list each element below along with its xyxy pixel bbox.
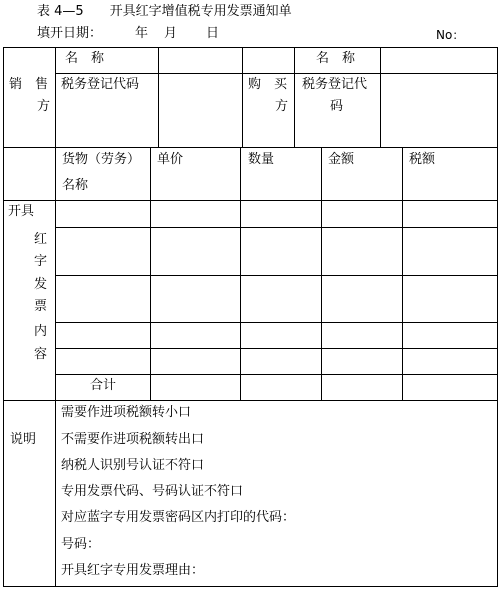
goods-name-header-suffix: 名称 <box>62 178 89 193</box>
seller-name-label: 名 称 <box>65 51 105 66</box>
fill-date-label: 填开日期： <box>37 26 103 41</box>
tax-header: 税额 <box>409 152 436 167</box>
buyer-section-label-suffix: 方 <box>275 99 289 114</box>
form-number-label: No： <box>436 28 465 42</box>
buyer-section-label: 购 买 <box>248 77 288 92</box>
quantity-header: 数量 <box>248 152 275 167</box>
year-label: 年 <box>135 26 149 41</box>
note-item: 专用发票代码、号码认证不符口 <box>61 484 244 499</box>
buyer-tax-code-field[interactable] <box>381 74 497 147</box>
goods-name-header: 货物（劳务） <box>62 152 141 167</box>
month-label: 月 <box>164 26 178 41</box>
seller-tax-code-field[interactable] <box>159 74 242 147</box>
note-item: 开具红字专用发票理由： <box>61 563 205 578</box>
unit-price-header: 单价 <box>157 152 184 167</box>
buyer-name-field[interactable] <box>381 48 497 73</box>
total-label: 合计 <box>90 378 117 393</box>
buyer-name-label: 名 称 <box>316 51 356 66</box>
note-item: 不需要作进项税额转出口 <box>61 432 205 447</box>
note-item: 对应蓝字专用发票密码区内打印的代码： <box>61 510 296 525</box>
note-item: 号码： <box>61 537 101 552</box>
side-label-inner: 内 <box>34 324 48 339</box>
side-label-content: 容 <box>34 347 48 362</box>
day-label: 日 <box>206 26 220 41</box>
note-item: 纳税人识别号认证不符口 <box>61 458 205 473</box>
side-label-red: 红 <box>34 232 48 247</box>
form-title: 表 4—5 开具红字增值税专用发票通知单 <box>37 4 292 19</box>
note-item: 需要作进项税额转小口 <box>61 405 192 420</box>
seller-section-label-suffix: 方 <box>37 99 51 114</box>
seller-tax-code-label: 税务登记代码 <box>61 77 140 92</box>
side-label-ticket: 票 <box>34 299 48 314</box>
seller-name-field[interactable] <box>159 48 242 73</box>
side-label-character: 字 <box>34 254 48 269</box>
buyer-tax-code-label: 税务登记代 <box>302 77 368 92</box>
notes-label: 说明 <box>10 432 37 447</box>
seller-section-label: 销 售 <box>9 77 49 92</box>
side-label-issue: 开具 <box>8 204 35 219</box>
buyer-tax-code-label-suffix: 码 <box>330 99 344 114</box>
side-label-invoice: 发 <box>34 277 48 292</box>
amount-header: 金额 <box>328 152 355 167</box>
